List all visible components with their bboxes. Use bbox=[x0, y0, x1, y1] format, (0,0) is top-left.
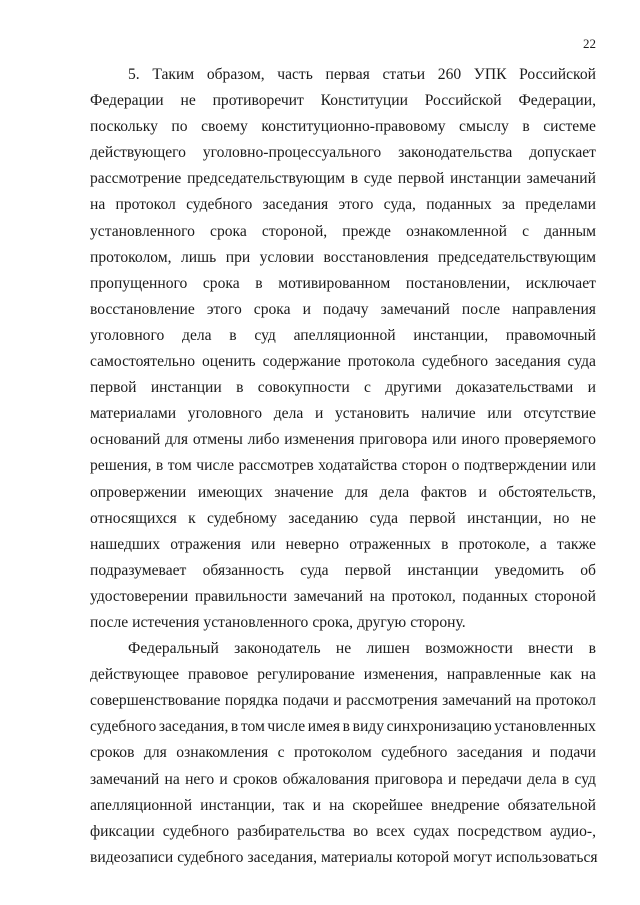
word: материалы bbox=[321, 848, 393, 866]
word: отраженных bbox=[349, 535, 431, 553]
word: председательствующим bbox=[438, 248, 596, 266]
word: виду bbox=[352, 718, 385, 736]
word: в bbox=[522, 118, 530, 136]
word: дела bbox=[273, 405, 304, 423]
text-line bbox=[90, 610, 596, 636]
word: судах bbox=[413, 822, 450, 840]
word: использоваться bbox=[495, 848, 598, 866]
word: судебного bbox=[381, 744, 448, 762]
word: Федерации bbox=[90, 92, 164, 110]
text-line bbox=[90, 88, 596, 114]
word: а bbox=[539, 535, 547, 553]
word: подтверждении bbox=[463, 457, 567, 475]
word: действующее bbox=[90, 666, 180, 684]
word: обязанность bbox=[202, 561, 284, 579]
word: для bbox=[165, 431, 189, 449]
word: конституционно-правовому bbox=[261, 118, 446, 136]
word: к bbox=[188, 509, 196, 527]
word: числе bbox=[196, 457, 235, 475]
word: обстоятельств, bbox=[498, 483, 596, 501]
word: Федерации, bbox=[518, 92, 596, 110]
word: стороной bbox=[534, 587, 596, 605]
word: Конституции bbox=[320, 92, 408, 110]
word: которой bbox=[396, 848, 450, 866]
word: пропущенного bbox=[90, 274, 188, 292]
word: суд bbox=[574, 770, 596, 788]
paragraph bbox=[90, 636, 596, 871]
word: правомочный bbox=[505, 326, 596, 344]
word: для bbox=[143, 744, 167, 762]
word: ходатайства bbox=[318, 457, 398, 475]
word: не bbox=[180, 92, 196, 110]
word: замечаний bbox=[90, 770, 160, 788]
word: своему bbox=[201, 118, 248, 136]
word: после bbox=[90, 613, 129, 631]
text-line bbox=[90, 793, 596, 819]
word: дела bbox=[527, 770, 557, 788]
word: обязательной bbox=[507, 796, 596, 814]
word: другими bbox=[385, 379, 442, 397]
word: разбирательства bbox=[237, 822, 346, 840]
text-line bbox=[90, 453, 596, 479]
word: удостоверении bbox=[90, 587, 189, 605]
word: рассмотрения bbox=[346, 692, 438, 710]
word: в bbox=[229, 326, 237, 344]
word: лишен bbox=[366, 640, 410, 658]
word: аудио-, bbox=[549, 822, 596, 840]
text-line bbox=[90, 349, 596, 375]
word: порядка bbox=[224, 692, 279, 710]
word: 260 bbox=[437, 66, 462, 83]
word: статьи bbox=[382, 66, 426, 83]
word: судебного bbox=[162, 822, 230, 840]
word: материалами bbox=[90, 405, 177, 423]
word: суда bbox=[369, 509, 398, 527]
word: восстановление bbox=[90, 300, 195, 318]
word: судебного bbox=[421, 353, 489, 371]
word: с bbox=[364, 379, 371, 397]
body-text bbox=[90, 62, 596, 871]
word: самостоятельно bbox=[90, 353, 196, 371]
page-number: 22 bbox=[583, 36, 596, 51]
word: суда bbox=[300, 561, 329, 579]
word: заседания, bbox=[158, 718, 229, 736]
word: лишь bbox=[181, 248, 217, 266]
word: часть bbox=[277, 66, 313, 83]
word: или bbox=[251, 535, 276, 553]
word: синхронизацию bbox=[386, 718, 492, 736]
word: системе bbox=[543, 118, 596, 136]
word: замечаний bbox=[293, 587, 364, 605]
word: заседания bbox=[495, 353, 561, 371]
word: изменения bbox=[284, 431, 355, 449]
word: во bbox=[353, 822, 369, 840]
word: приговора bbox=[374, 770, 443, 788]
word: подачи bbox=[282, 692, 329, 710]
word: первой bbox=[397, 170, 445, 188]
word: Таким bbox=[152, 66, 195, 83]
word: на bbox=[515, 692, 532, 710]
word: внести bbox=[528, 640, 574, 658]
word: имея bbox=[307, 718, 341, 736]
text-line bbox=[90, 714, 596, 740]
word: оценить bbox=[201, 353, 256, 371]
text-line bbox=[90, 271, 596, 297]
word: инстанции, bbox=[200, 796, 275, 814]
word: при bbox=[225, 248, 251, 266]
word: установленных bbox=[494, 718, 596, 736]
word: него bbox=[185, 770, 215, 788]
word: приговора bbox=[359, 431, 428, 449]
word: заседанию bbox=[288, 509, 359, 527]
word: первой bbox=[90, 379, 137, 397]
word: в bbox=[155, 457, 164, 475]
word: направления bbox=[512, 300, 596, 318]
word: допускает bbox=[529, 144, 596, 162]
text-line bbox=[90, 62, 596, 88]
word: рассмотрев bbox=[238, 457, 314, 475]
word: сторону. bbox=[410, 613, 466, 631]
word: или bbox=[432, 431, 457, 449]
word: законодательства bbox=[398, 144, 513, 162]
word: опровержении bbox=[90, 483, 187, 501]
word: инстанции, bbox=[467, 509, 542, 527]
word: изменения, bbox=[363, 666, 438, 684]
word: срока bbox=[202, 274, 240, 292]
word: замечаний bbox=[442, 692, 512, 710]
paragraph bbox=[90, 62, 596, 636]
text-line bbox=[90, 427, 596, 453]
word: отражения bbox=[170, 535, 241, 553]
word: действующего bbox=[90, 144, 186, 162]
word: протокол bbox=[115, 196, 176, 214]
word: протокол bbox=[535, 692, 596, 710]
word: не bbox=[335, 640, 352, 658]
text-line bbox=[90, 245, 596, 271]
word: совокупности bbox=[257, 379, 350, 397]
word: и bbox=[302, 300, 311, 318]
word: суде bbox=[363, 170, 393, 188]
word: Российской bbox=[424, 92, 502, 110]
word: значение bbox=[274, 483, 334, 501]
word: заседания bbox=[262, 196, 329, 214]
word: председательствующим bbox=[187, 170, 345, 188]
word: о bbox=[451, 457, 460, 475]
word: том bbox=[240, 718, 265, 736]
word: или bbox=[571, 457, 596, 475]
word: первой bbox=[409, 509, 456, 527]
word: протоколом, bbox=[90, 248, 172, 266]
word: истечения bbox=[132, 613, 200, 631]
word: так bbox=[283, 796, 305, 814]
word: прежде bbox=[342, 222, 391, 240]
word: Российской bbox=[519, 66, 596, 83]
text-line bbox=[90, 192, 596, 218]
text-line bbox=[90, 636, 596, 662]
word: протокол, bbox=[391, 587, 456, 605]
word: поданных bbox=[462, 587, 528, 605]
word: подачи bbox=[549, 744, 596, 762]
word: другую bbox=[357, 613, 407, 631]
word: для bbox=[345, 483, 369, 501]
word: либо bbox=[247, 431, 280, 449]
text-line bbox=[90, 767, 596, 793]
text-line bbox=[90, 740, 596, 766]
word: дела bbox=[182, 326, 212, 344]
word: стороной, bbox=[261, 222, 328, 240]
word: УПК bbox=[473, 66, 507, 83]
text-line bbox=[90, 166, 596, 192]
word: инстанции bbox=[150, 379, 222, 397]
word: на bbox=[90, 196, 106, 214]
text-line bbox=[90, 558, 596, 584]
text-line bbox=[90, 140, 596, 166]
word: фактов bbox=[420, 483, 467, 501]
word: поскольку bbox=[90, 118, 158, 136]
word: передачи bbox=[461, 770, 522, 788]
word: сторон bbox=[401, 457, 448, 475]
word: апелляционной bbox=[293, 326, 396, 344]
word: и bbox=[333, 692, 342, 710]
word: пределами bbox=[525, 196, 596, 214]
word: данным bbox=[544, 222, 596, 240]
word: и bbox=[312, 796, 321, 814]
word: уголовного bbox=[187, 405, 263, 423]
word: проверяемого bbox=[504, 431, 596, 449]
word: наличие bbox=[421, 405, 476, 423]
word: первая bbox=[325, 66, 370, 83]
word: фиксации bbox=[90, 822, 155, 840]
text-line bbox=[90, 819, 596, 845]
word: иного bbox=[461, 431, 500, 449]
text-line bbox=[90, 401, 596, 427]
word: судебного bbox=[186, 196, 253, 214]
word: в bbox=[588, 640, 596, 658]
word: рассмотрение bbox=[90, 170, 182, 188]
word: в bbox=[441, 535, 449, 553]
word: регулирование bbox=[257, 666, 355, 684]
word: замечаний bbox=[526, 170, 596, 188]
word: на bbox=[580, 666, 596, 684]
text-line bbox=[90, 297, 596, 323]
word: установленного bbox=[203, 613, 309, 631]
word: отсутствие bbox=[523, 405, 596, 423]
word: в bbox=[342, 718, 351, 736]
word: замечаний bbox=[380, 300, 450, 318]
word: подразумевает bbox=[90, 561, 187, 579]
word: поданных bbox=[426, 196, 492, 214]
word: но bbox=[553, 509, 570, 527]
word: относящихся bbox=[90, 509, 177, 527]
word: суда, bbox=[383, 196, 416, 214]
word: условии bbox=[259, 248, 315, 266]
text-line bbox=[90, 506, 596, 532]
word: установленного bbox=[90, 222, 195, 240]
word: мотивированном bbox=[278, 274, 391, 292]
word: исключает bbox=[525, 274, 596, 292]
word: доказательствами bbox=[455, 379, 574, 397]
word: судебного bbox=[177, 848, 244, 866]
word: также bbox=[556, 535, 596, 553]
word: в bbox=[561, 770, 570, 788]
word: по bbox=[171, 118, 188, 136]
word: с bbox=[277, 744, 285, 762]
word: уголовного bbox=[90, 326, 165, 344]
word: инстанции, bbox=[413, 326, 489, 344]
word: на bbox=[369, 587, 385, 605]
word: числе bbox=[267, 718, 306, 736]
word: срока, bbox=[312, 613, 354, 631]
word: и bbox=[478, 483, 487, 501]
word: в bbox=[255, 274, 263, 292]
word: скорейшее bbox=[352, 796, 423, 814]
word: и bbox=[531, 744, 541, 762]
word: срока bbox=[253, 300, 291, 318]
word: внедрение bbox=[430, 796, 500, 814]
word: не bbox=[580, 509, 596, 527]
word: отмены bbox=[192, 431, 243, 449]
word: судебного bbox=[90, 718, 157, 736]
word: противоречит bbox=[212, 92, 304, 110]
word: этого bbox=[338, 196, 374, 214]
word: неверно bbox=[285, 535, 340, 553]
word: 5. bbox=[128, 66, 140, 83]
word: содержание bbox=[262, 353, 341, 371]
word: протоколе, bbox=[458, 535, 530, 553]
text-line bbox=[90, 584, 596, 610]
word: и bbox=[314, 405, 324, 423]
word: и bbox=[448, 770, 457, 788]
word: том bbox=[167, 457, 192, 475]
word: апелляционной bbox=[90, 796, 193, 814]
word: возможности bbox=[425, 640, 513, 658]
word: образом, bbox=[206, 66, 265, 83]
word: судебному bbox=[207, 509, 277, 527]
word: заседания bbox=[456, 744, 523, 762]
word: на bbox=[164, 770, 180, 788]
word: видеозаписи bbox=[90, 848, 174, 866]
word: всех bbox=[376, 822, 406, 840]
word: решения, bbox=[90, 457, 152, 475]
word: нашедших bbox=[90, 535, 161, 553]
word: направленные bbox=[446, 666, 541, 684]
word: или bbox=[487, 405, 512, 423]
word: уведомить bbox=[494, 561, 565, 579]
word: могут bbox=[453, 848, 492, 866]
text-line bbox=[90, 480, 596, 506]
text-line bbox=[90, 323, 596, 349]
word: ознакомления bbox=[176, 744, 269, 762]
word: этого bbox=[206, 300, 242, 318]
word: после bbox=[461, 300, 501, 318]
word: имеющих bbox=[197, 483, 263, 501]
text-line bbox=[90, 688, 596, 714]
text-line bbox=[90, 375, 596, 401]
word: восстановления bbox=[323, 248, 429, 266]
word: протокола bbox=[347, 353, 415, 371]
word: смыслу bbox=[459, 118, 509, 136]
word: сроков bbox=[233, 770, 278, 788]
word: с bbox=[522, 222, 529, 240]
text-line bbox=[90, 845, 596, 871]
word: ознакомленной bbox=[406, 222, 507, 240]
word: в bbox=[350, 170, 359, 188]
word: протоколом bbox=[294, 744, 372, 762]
text-line bbox=[90, 662, 596, 688]
word: как bbox=[549, 666, 572, 684]
word: дела bbox=[379, 483, 410, 501]
word: за bbox=[501, 196, 516, 214]
word: правовое bbox=[188, 666, 249, 684]
word: правильности bbox=[194, 587, 288, 605]
word: об bbox=[580, 561, 596, 579]
word: в bbox=[236, 379, 244, 397]
word: и bbox=[587, 379, 596, 397]
word: в bbox=[230, 718, 239, 736]
word: инстанции bbox=[407, 561, 479, 579]
word: оснований bbox=[90, 431, 161, 449]
word: установить bbox=[334, 405, 410, 423]
word: суд bbox=[254, 326, 276, 344]
text-line bbox=[90, 219, 596, 245]
word: посредством bbox=[457, 822, 542, 840]
text-line bbox=[90, 114, 596, 140]
word: на bbox=[329, 796, 345, 814]
word: Федеральный bbox=[128, 640, 219, 658]
word: срока bbox=[210, 222, 247, 240]
word: суда bbox=[567, 353, 596, 371]
text-line bbox=[90, 532, 596, 558]
word: постановлении, bbox=[405, 274, 511, 292]
word: инстанции bbox=[450, 170, 521, 188]
word: уголовно-процессуального bbox=[202, 144, 382, 162]
word: обжалования bbox=[282, 770, 370, 788]
word: подачу bbox=[323, 300, 369, 318]
word: сроков bbox=[90, 744, 135, 762]
word: законодатель bbox=[234, 640, 321, 658]
word: и bbox=[219, 770, 228, 788]
word: совершенствование bbox=[90, 692, 221, 710]
word: первой bbox=[344, 561, 392, 579]
word: заседания, bbox=[247, 848, 317, 866]
